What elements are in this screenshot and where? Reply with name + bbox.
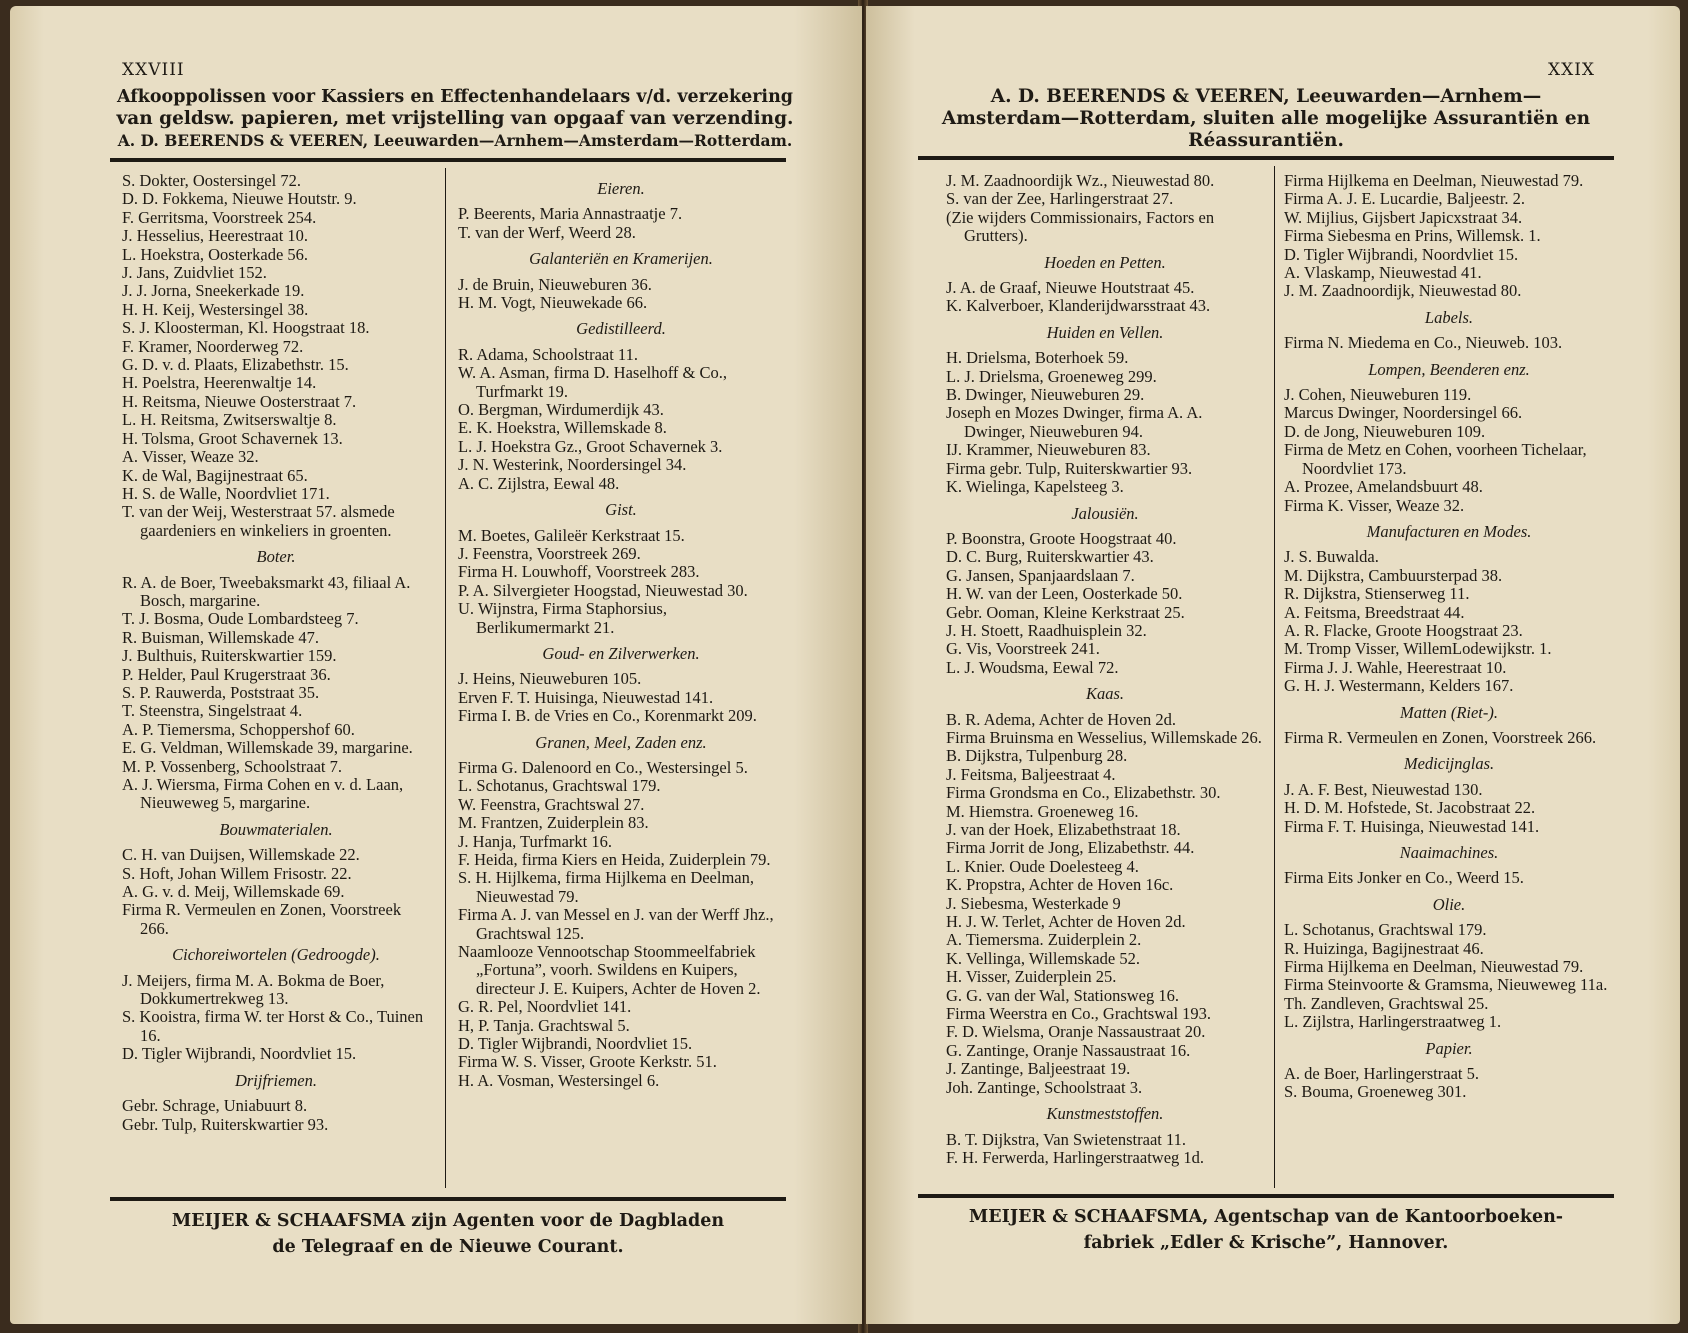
footer-rule	[110, 1197, 786, 1201]
directory-entry: L. J. Woudsma, Eewal 72.	[946, 657, 1119, 677]
directory-entry: K. Kalverboer, Klanderijdwarsstraat 43.	[946, 296, 1211, 316]
directory-entry: J. Siebesma, Westerkade 9	[946, 893, 1121, 913]
directory-entry: Firma J. J. Wahle, Heerestraat 10.	[1284, 657, 1507, 677]
directory-entry: J. H. Stoett, Raadhuisplein 32.	[946, 620, 1147, 640]
right-page	[866, 6, 1680, 1324]
directory-entry: B. Dwinger, Nieuweburen 29.	[946, 385, 1145, 405]
directory-entry: H. A. Vosman, Westersingel 6.	[458, 1070, 660, 1090]
directory-entry: H. J. W. Terlet, Achter de Hoven 2d.	[946, 912, 1186, 932]
directory-entry: S. Hoft, Johan Willem Frisostr. 22.	[122, 863, 352, 883]
directory-entry: M. P. Vossenberg, Schoolstraat 7.	[122, 756, 343, 776]
directory-entry: Firma Eits Jonker en Co., Weerd 15.	[1284, 868, 1524, 888]
section-heading: Huiden en Vellen.	[1046, 322, 1164, 342]
directory-entry: H. D. M. Hofstede, St. Jacobstraat 22.	[1284, 798, 1536, 818]
section-heading: Medicijnglas.	[1403, 754, 1495, 774]
directory-entry: A. Vlaskamp, Nieuwestad 41.	[1284, 263, 1482, 283]
directory-entry: L. Schotanus, Grachtswal 179.	[458, 776, 661, 796]
section-heading: Cichoreiwortelen (Gedroogde).	[172, 945, 380, 965]
directory-entry: H. Tolsma, Groot Schavernek 13.	[122, 428, 343, 448]
left-column-2	[458, 172, 784, 1090]
directory-entry: Firma Jorrit de Jong, Elizabethstr. 44.	[946, 838, 1195, 858]
directory-entry: W. Feenstra, Grachtswal 27.	[458, 794, 645, 814]
directory-entry: M. Boetes, Galileër Kerkstraat 15.	[458, 525, 685, 545]
directory-entry: S. Dokter, Oostersingel 72.	[122, 171, 301, 190]
section-heading: Kaas.	[1085, 684, 1125, 704]
directory-entry: L. Hoekstra, Oosterkade 56.	[122, 244, 309, 264]
footer-line: fabriek „Edler & Krische”, Hannover.	[1083, 1233, 1449, 1253]
section-heading: Bouwmaterialen.	[219, 819, 333, 839]
directory-entry: Firma R. Vermeulen en Zonen, Voorstreek 266.	[122, 900, 402, 938]
page-number: XXIX	[1548, 60, 1596, 80]
directory-entry: L. Zijlstra, Harlingerstraatweg 1.	[1284, 1012, 1502, 1032]
section-heading: Lompen, Beenderen enz.	[1368, 359, 1530, 379]
directory-entry: L. J. Hoekstra Gz., Groot Schavernek 3.	[458, 436, 723, 456]
page-header	[916, 86, 1616, 152]
directory-entry: J. Feenstra, Voorstreek 269.	[458, 543, 641, 563]
section-heading: Olie.	[1432, 894, 1466, 914]
directory-entry: Firma W. S. Visser, Groote Kerkstr. 51.	[458, 1052, 717, 1072]
directory-entry: J. de Bruin, Nieuweburen 36.	[458, 274, 652, 294]
directory-entry: J. Hesselius, Heerestraat 10.	[122, 226, 309, 246]
directory-entry: D. C. Burg, Ruiterskwartier 43.	[946, 547, 1154, 567]
directory-entry: A. Tiemersma. Zuiderplein 2.	[946, 930, 1142, 950]
directory-entry: F. Heida, firma Kiers en Heida, Zuiderplein 79.	[458, 850, 771, 869]
directory-entry: J. Heins, Nieuweburen 105.	[458, 669, 642, 689]
directory-entry: J. N. Westerink, Noordersingel 34.	[458, 455, 687, 475]
directory-entry: J. Jans, Zuidvliet 152.	[122, 263, 267, 283]
directory-entry: P. Helder, Paul Krugerstraat 36.	[122, 664, 331, 684]
section-heading: Galanteriën en Kramerijen.	[529, 249, 713, 269]
directory-entry: R. Buisman, Willemskade 47.	[122, 627, 320, 647]
directory-entry: G. R. Pel, Noordvliet 141.	[458, 997, 632, 1017]
section-heading: Jalousiën.	[1071, 503, 1139, 523]
directory-entry: A. Prozee, Amelandsbuurt 48.	[1284, 477, 1483, 497]
directory-entry: W. A. Asman, firma D. Haselhoff & Co., Turfmarkt 19.	[458, 363, 728, 401]
directory-entry: F. H. Ferwerda, Harlingerstraatweg 1d.	[946, 1147, 1205, 1167]
directory-entry: A. Feitsma, Breedstraat 44.	[1284, 602, 1465, 622]
section-heading: Drijfriemen.	[234, 1070, 318, 1090]
directory-entry: E. K. Hoekstra, Willemskade 8.	[458, 418, 667, 438]
directory-entry: G. Vis, Voorstreek 241.	[946, 639, 1100, 659]
page-header	[110, 86, 800, 152]
directory-entry: D. D. Fokkema, Nieuwe Houtstr. 9.	[122, 189, 357, 209]
directory-entry: S. H. Hijlkema, firma Hijlkema en Deelman, Nieuwestad 79.	[458, 868, 755, 906]
header-rule	[918, 156, 1614, 160]
section-heading: Papier.	[1425, 1038, 1473, 1058]
directory-entry: G. Jansen, Spanjaardslaan 7.	[946, 565, 1135, 585]
directory-entry: B. T. Dijkstra, Van Swietenstraat 11.	[946, 1129, 1186, 1149]
directory-entry: D. Tigler Wijbrandi, Noordvliet 15.	[1284, 244, 1519, 264]
directory-entry: H. H. Keij, Westersingel 38.	[122, 299, 309, 319]
directory-entry: M. Frantzen, Zuiderplein 83.	[458, 813, 649, 833]
header-line: Réassurantiën.	[1188, 130, 1344, 151]
directory-entry: G. D. v. d. Plaats, Elizabethstr. 15.	[122, 355, 349, 375]
directory-entry: J. M. Zaadnoordijk, Nieuwestad 80.	[1284, 281, 1522, 301]
column-divider	[445, 168, 446, 1188]
directory-entry: J. S. Buwalda.	[1284, 547, 1379, 567]
directory-entry: Firma I. B. de Vries en Co., Korenmarkt 209.	[458, 706, 757, 726]
directory-entry: J. J. Jorna, Sneekerkade 19.	[122, 281, 305, 301]
directory-entry: B. R. Adema, Achter de Hoven 2d.	[946, 709, 1177, 729]
directory-entry: B. Dijkstra, Tulpenburg 28.	[946, 746, 1128, 766]
directory-entry: Firma H. Louwhoff, Voorstreek 283.	[458, 562, 700, 582]
directory-entry: S. van der Zee, Harlingerstraat 27.	[946, 189, 1174, 209]
directory-entry: Firma Grondsma en Co., Elizabethstr. 30.	[946, 783, 1221, 803]
directory-entry: A. P. Tiemersma, Schoppershof 60.	[122, 719, 355, 739]
header-line: Amsterdam—Rotterdam, sluiten alle mogelijke Assurantiën en	[941, 108, 1591, 129]
section-heading: Goud- en Zilverwerken.	[542, 643, 700, 663]
directory-entry: Firma Hijlkema en Deelman, Nieuwestad 79.	[1284, 957, 1584, 977]
directory-entry: Joseph en Mozes Dwinger, firma A. A. Dwinger, Nieuweburen 94.	[946, 403, 1203, 441]
directory-entry: H. Reitsma, Nieuwe Oosterstraat 7.	[122, 391, 357, 411]
directory-entry: P. Beerents, Maria Annastraatje 7.	[458, 204, 683, 224]
directory-entry: Firma Steinvoorte & Gramsma, Nieuweweg 11a.	[1284, 975, 1608, 995]
directory-entry: M. Hiemstra. Groeneweg 16.	[946, 801, 1139, 821]
directory-entry: R. Adama, Schoolstraat 11.	[458, 344, 638, 364]
directory-entry: R. Huizinga, Bagijnestraat 46.	[1284, 938, 1484, 958]
page-footer	[918, 1204, 1614, 1256]
directory-entry: Erven F. T. Huisinga, Nieuwestad 141.	[458, 687, 714, 707]
footer-rule	[918, 1194, 1614, 1198]
footer-line: MEIJER & SCHAAFSMA zijn Agenten voor de Dagbladen	[171, 1211, 725, 1231]
directory-entry: E. G. Veldman, Willemskade 39, margarine.	[122, 738, 413, 758]
directory-entry: K. de Wal, Bagijnestraat 65.	[122, 465, 308, 485]
directory-entry: A. de Boer, Harlingerstraat 5.	[1284, 1064, 1479, 1084]
directory-entry: G. H. J. Westermann, Kelders 167.	[1284, 676, 1514, 696]
directory-entry: S. J. Kloosterman, Kl. Hoogstraat 18.	[122, 318, 370, 338]
directory-entry: A. R. Flacke, Groote Hoogstraat 23.	[1284, 620, 1523, 640]
directory-entry: Firma Siebesma en Prins, Willemsk. 1.	[1284, 226, 1541, 246]
directory-entry: G. Zantinge, Oranje Nassaustraat 16.	[946, 1040, 1191, 1060]
section-heading: Granen, Meel, Zaden enz.	[535, 732, 707, 752]
section-heading: Gist.	[605, 500, 637, 520]
directory-entry: D. Tigler Wijbrandi, Noordvliet 15.	[458, 1034, 693, 1054]
directory-entry: D. Tigler Wijbrandi, Noordvliet 15.	[122, 1044, 357, 1064]
directory-entry: A. Visser, Weaze 32.	[122, 447, 259, 467]
header-line: A. D. BEERENDS & VEEREN, Leeuwarden—Arnhem—	[990, 86, 1542, 107]
section-heading: Naaimachines.	[1399, 843, 1499, 862]
header-line: A. D. BEERENDS & VEEREN, Leeuwarden—Arnhem—Amsterdam—Rotterdam.	[117, 131, 793, 150]
directory-entry: H. W. van der Leen, Oosterkade 50.	[946, 584, 1183, 604]
directory-entry: Firma A. J. E. Lucardie, Baljeestr. 2.	[1284, 189, 1526, 209]
directory-entry: J. Zantinge, Baljeestraat 19.	[946, 1059, 1131, 1079]
directory-entry: J. van der Hoek, Elizabethstraat 18.	[946, 820, 1181, 839]
directory-entry: Firma R. Vermeulen en Zonen, Voorstreek 266.	[1284, 727, 1597, 747]
directory-entry: Naamlooze Vennootschap Stoommeelfabriek „Fortuna”, voorh. Swildens en Kuipers, directeur J. E. Kuipers, Achter de Hoven 2.	[458, 942, 761, 998]
section-heading: Manufacturen en Modes.	[1366, 521, 1532, 541]
directory-entry: Marcus Dwinger, Noordersingel 66.	[1284, 403, 1523, 423]
directory-entry: T. van der Werf, Weerd 28.	[458, 222, 636, 242]
directory-entry: K. Vellinga, Willemskade 52.	[946, 948, 1140, 968]
directory-entry: Gebr. Ooman, Kleine Kerkstraat 25.	[946, 602, 1185, 622]
header-line: van geldsw. papieren, met vrijstelling van opgaaf van verzending.	[116, 108, 794, 129]
directory-entry: J. A. de Graaf, Nieuwe Houtstraat 45.	[946, 278, 1195, 298]
directory-entry: C. H. van Duijsen, Willemskade 22.	[122, 845, 360, 865]
left-column-1	[122, 172, 430, 1134]
directory-entry: Firma de Metz en Cohen, voorheen Tichelaar, Noordvliet 173.	[1284, 440, 1587, 478]
directory-entry: A. J. Wiersma, Firma Cohen en v. d. Laan, Nieuweweg 5, margarine.	[122, 775, 404, 813]
directory-entry: Th. Zandleven, Grachtswal 25.	[1284, 993, 1489, 1013]
directory-entry: H. Visser, Zuiderplein 25.	[946, 967, 1117, 987]
directory-entry: Firma Bruinsma en Wesselius, Willemskade 26.	[946, 727, 1262, 747]
directory-entry: Firma G. Dalenoord en Co., Westersingel 5.	[458, 757, 748, 777]
directory-entry: J. Cohen, Nieuweburen 119.	[1284, 385, 1472, 405]
directory-entry: Firma A. J. van Messel en J. van der Werff Jhz., Grachtswal 125.	[458, 905, 774, 943]
directory-entry: J. M. Zaadnoordijk Wz., Nieuwestad 80.	[946, 171, 1215, 190]
directory-entry: M. Dijkstra, Cambuursterpad 38.	[1284, 565, 1503, 585]
directory-entry: J. Bulthuis, Ruiterskwartier 159.	[122, 646, 337, 666]
directory-entry: K. Wielinga, Kapelsteeg 3.	[946, 477, 1124, 497]
right-column-2	[1284, 172, 1614, 1102]
directory-entry: M. Tromp Visser, WillemLodewijkstr. 1.	[1284, 639, 1552, 659]
directory-entry: T. J. Bosma, Oude Lombardsteeg 7.	[122, 609, 359, 629]
directory-entry: R. A. de Boer, Tweebaksmarkt 43, filiaal A. Bosch, margarine.	[122, 572, 411, 610]
directory-entry: H. Drielsma, Boterhoek 59.	[946, 348, 1129, 368]
section-heading: Kunstmeststoffen.	[1046, 1104, 1164, 1124]
directory-entry: J. A. F. Best, Nieuwestad 130.	[1284, 779, 1483, 799]
directory-entry: U. Wijnstra, Firma Staphorsius, Berlikumermarkt 21.	[458, 599, 667, 637]
column-divider	[1274, 166, 1275, 1188]
directory-entry: W. Mijlius, Gijsbert Japicxstraat 34.	[1284, 207, 1523, 227]
directory-entry: Joh. Zantinge, Schoolstraat 3.	[946, 1077, 1143, 1097]
directory-entry: F. Kramer, Noorderweg 72.	[122, 336, 304, 356]
directory-entry: J. Hanja, Turfmarkt 16.	[458, 831, 612, 851]
directory-entry: P. Boonstra, Groote Hoogstraat 40.	[946, 528, 1177, 548]
section-heading: Eieren.	[597, 179, 645, 198]
right-column-1	[946, 172, 1264, 1167]
directory-entry: Gebr. Schrage, Uniabuurt 8.	[122, 1096, 308, 1116]
directory-entry: A. C. Zijlstra, Eewal 48.	[458, 473, 620, 493]
directory-entry: H. Poelstra, Heerenwaltje 14.	[122, 373, 317, 393]
directory-entry: Firma F. T. Huisinga, Nieuwestad 141.	[1284, 816, 1540, 836]
header-rule	[110, 158, 786, 162]
directory-entry: IJ. Krammer, Nieuweburen 83.	[946, 440, 1151, 460]
directory-entry: P. A. Silvergieter Hoogstad, Nieuwestad 30.	[458, 580, 748, 600]
directory-entry: R. Dijkstra, Stienserweg 11.	[1284, 584, 1470, 604]
directory-entry: G. G. van der Wal, Stationsweg 16.	[946, 985, 1179, 1005]
directory-entry: F. D. Wielsma, Oranje Nassaustraat 20.	[946, 1022, 1206, 1042]
left-page	[10, 6, 862, 1324]
page-footer	[110, 1208, 786, 1260]
footer-line: de Telegraaf en de Nieuwe Courant.	[272, 1237, 624, 1257]
directory-entry: Firma Hijlkema en Deelman, Nieuwestad 79.	[1284, 171, 1584, 190]
directory-entry: S. Kooistra, firma W. ter Horst & Co., Tuinen 16.	[122, 1007, 424, 1045]
directory-entry: Firma N. Miedema en Co., Nieuweb. 103.	[1284, 333, 1563, 353]
directory-entry: S. Bouma, Groeneweg 301.	[1284, 1082, 1467, 1102]
directory-entry: H. S. de Walle, Noordvliet 171.	[122, 483, 330, 503]
directory-entry: D. de Jong, Nieuweburen 109.	[1284, 421, 1486, 441]
section-heading: Hoeden en Petten.	[1044, 252, 1166, 272]
directory-entry: Firma Weerstra en Co., Grachtswal 193.	[946, 1004, 1212, 1024]
directory-entry: J. Feitsma, Baljeestraat 4.	[946, 764, 1116, 784]
directory-entry: L. J. Drielsma, Groeneweg 299.	[946, 366, 1157, 386]
directory-entry: O. Bergman, Wirdumerdijk 43.	[458, 400, 664, 420]
directory-entry: T. Steenstra, Singelstraat 4.	[122, 701, 303, 721]
directory-entry: Firma K. Visser, Weaze 32.	[1284, 495, 1465, 515]
directory-entry: H. M. Vogt, Nieuwekade 66.	[458, 293, 648, 313]
directory-entry: (Zie wijders Commissionairs, Factors en Grutters).	[946, 207, 1215, 246]
directory-entry: Firma gebr. Tulp, Ruiterskwartier 93.	[946, 458, 1193, 478]
page-number: XXVIII	[122, 60, 185, 80]
directory-entry: T. van der Weij, Westerstraat 57. alsmede gaardeniers en winkeliers in groenten.	[122, 502, 395, 540]
section-heading: Boter.	[256, 547, 296, 567]
directory-entry: H, P. Tanja. Grachtswal 5.	[458, 1015, 630, 1035]
directory-entry: S. P. Rauwerda, Poststraat 35.	[122, 682, 320, 702]
directory-entry: L. Schotanus, Grachtswal 179.	[1284, 920, 1487, 940]
directory-entry: L. Knier. Oude Doelesteeg 4.	[946, 856, 1139, 876]
section-heading: Matten (Riet-).	[1399, 702, 1499, 722]
directory-entry: Gebr. Tulp, Ruiterskwartier 93.	[122, 1114, 329, 1134]
section-heading: Labels.	[1424, 307, 1474, 327]
directory-entry: F. Gerritsma, Voorstreek 254.	[122, 207, 317, 227]
section-heading: Gedistilleerd.	[576, 319, 666, 339]
footer-line: MEIJER & SCHAAFSMA, Agentschap van de Kantoorboeken-	[968, 1207, 1564, 1227]
header-line: Afkooppolissen voor Kassiers en Effectenhandelaars v/d. verzekering	[116, 87, 794, 107]
directory-entry: K. Propstra, Achter de Hoven 16c.	[946, 875, 1174, 895]
directory-entry: J. Meijers, firma M. A. Bokma de Boer, Dokkumertrekweg 13.	[122, 970, 385, 1009]
directory-entry: A. G. v. d. Meij, Willemskade 69.	[122, 882, 345, 902]
directory-entry: L. H. Reitsma, Zwitserswaltje 8.	[122, 410, 337, 430]
